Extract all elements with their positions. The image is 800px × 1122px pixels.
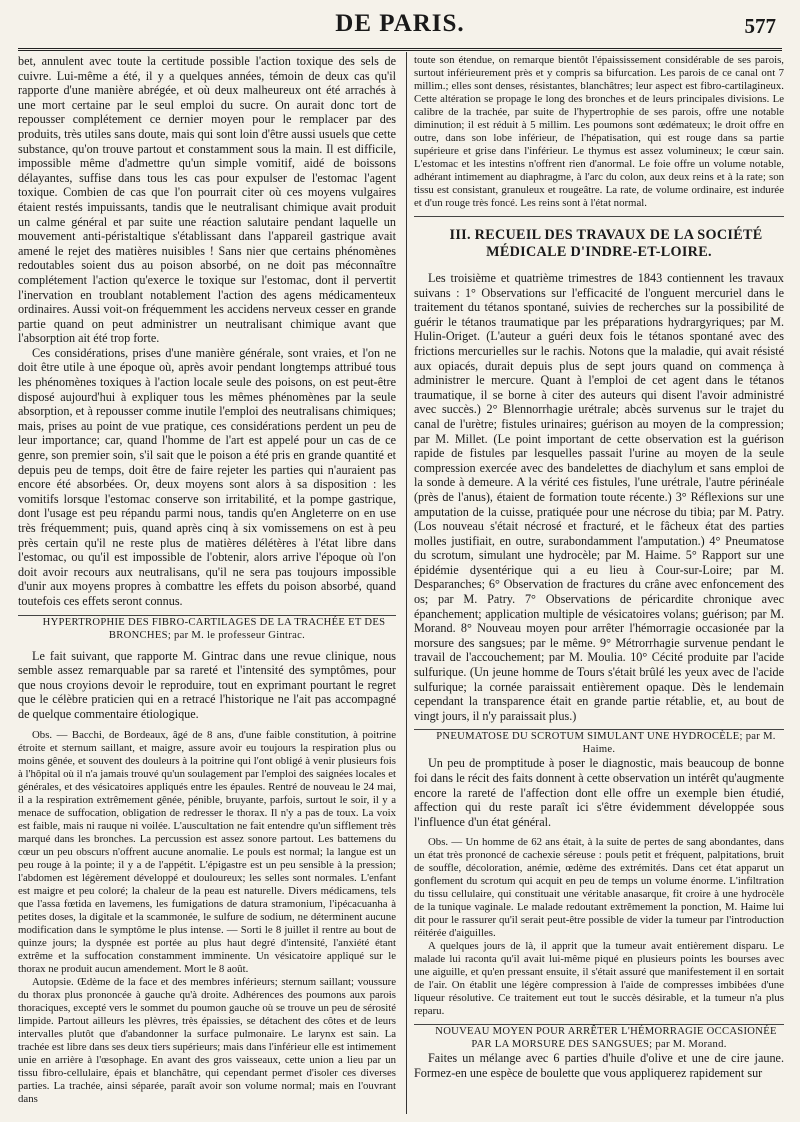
left-column: [18, 54, 396, 1114]
left-paragraph-3: Le fait suivant, que rapporte M. Gintrac dans une revue clinique, nous semble assez remarquable par sa rareté et l'intensité des symptômes, pour que nous croyions devoir le reproduire, tout en exprimant pourtant le regret que le célèbre praticien qui en a retracé l'historique ne l'ait pas accompagné de quelque commentaire étiologique.: [18, 648, 396, 721]
header-rule: [18, 48, 782, 51]
right-paragraph-1: toute son étendue, on remarque bientôt l'épaississement considérable de ses parois, surtout inférieurement près et y compris sa bifurcation. Les parois de ce canal ont 7 millim.; elles sont denses, résistantes, blanchâtres; leur aspect est fibro-cartilagineux. Cette altération se propage le long des bronches et de leurs principales divisions. Le calibre de la trachée, par suite de l'hypertrophie de ses parois, offre une notable diminution; il est réduit à 5 millim. Les poumons sont œdémateux; le droit offre en outre, dans son lobe inférieur, de l'hépatisation, qui est rouge dans sa partie supérieure et grise dans l'inférieur. Le thymus est assez volumineux; le cœur sain. L'estomac et les intestins n'offrent rien d'anormal. Le foie offre un volume notable, adhérant intimement au diaphragme, à l'arc du colon, aux deux reins et à la rate; son tissu est consistant, granuleux et rougeâtre. La rate, de volume ordinaire, est indurée et d'un rouge très foncé. Les reins sont à l'état normal.: [414, 54, 784, 209]
right-paragraph-3: Un peu de promptitude à poser le diagnostic, mais beaucoup de bonne foi dans le récit des faits donnent à cette observation un intérêt qu'augmente encore la rareté de l'affection dont elle offre un exemple bien étudié, affection qui du reste paraît ici s'être évidemment développée sous l'influence d'un état général.: [414, 756, 784, 829]
left-observation: Obs. — Bacchi, de Bordeaux, âgé de 8 ans, d'une faible constitution, à poitrine étroite et sternum saillant, et maigre, assure avoir eu toujours la respiration plus ou moins gênée, et souvent des douleurs à la poitrine qui l'ont obligé à venir plusieurs fois à l'hôpital où il n'a jamais trouvé qu'un soulagement par l'emploi des saignées locales et générales, et des vésicatoires appliqués entre les épaules. Rentré de nouveau le 24 mai, il a la respiration extrêmement gênée, pénible, bruyante, parfois, surtout le soir, il y a menace de suffocation, obligation de redresser le thorax. Il n'y a pas de toux. La voix est faible, mais ni rauque ni voilée. L'auscultation ne fait entendre qu'un sifflement très marqué dans les bronches. La percussion est assez sonore partout. Les battemens du cœur un peu obscurs n'offrent aucune anomalie. Le pouls est normal; la langue est un peu rouge à la pointe; il y a de l'appétit. L'épigastre est un peu sensible à la pression; l'abdomen est légèrement développé et douloureux; les selles sont normales. L'enfant est maigre et peu coloré; la chaleur de la peau est naturelle. Divers médicamens, tels que l'assa fœtida en lavemens, les fumigations de datura stramonium, l'ipécacuanha à petites doses, la digitale et la scammonée, le sulfure de sodium, ne déterminent aucune modification dans le symptôme le plus intense. — Sorti le 8 juillet il rentre au bout de quinze jours; la dyspnée est portée au plus haut degré d'intensité, l'anxiété étant extrême et la suffocation constamment imminente. Un vésicatoire appliqué sur le thorax ne produit aucun amendement. Mort le 8 août.: [18, 728, 396, 975]
right-paragraph-5: A quelques jours de là, il apprit que la tumeur avait entièrement disparu. Le malade lui raconta qu'il avait lui-même piqué en plusieurs points les bourses avec une aiguille, et qu'en pressant ensuite, il s'était assuré que manifestement il en sortait de l'air. On établit une légère compression à l'aide de compresses imbibées d'une liqueur résolutive. Ce traitement eut tout le succès désirable, et la tumeur n'a plus reparu.: [414, 940, 784, 1018]
right-column: [414, 54, 784, 1114]
section-heading-pneumatose: PNEUMATOSE DU SCROTUM SIMULANT UNE HYDROCÈLE; par M. Haime.: [436, 731, 776, 756]
section-heading-hypertrophie: HYPERTROPHIE DES FIBRO-CARTILAGES DE LA TRACHÉE ET DES BRONCHES; par M. le professeur Gintrac.: [42, 616, 386, 641]
left-paragraph-2: Ces considérations, prises d'une manière générale, sont vraies, et l'on ne doit être utile à une époque où, après avoir pendant longtemps attribué tous les phénomènes toxiques à l'action locale seule des poisons, on est peut-être disposé aujourd'hui à expliquer tous les mêmes phénomènes par la seule absorption, et à repousser comme inutile l'emploi des neutralisans chimiques; mais, prises au point de vue pratique, ces considérations perdent un peu de leur importance; car, quand l'homme de l'art est appelé pour un cas de ce genre, son premier soin, s'il sait que le poison a été pris en grande quantité et depuis peu de temps, doit être de faire rejeter les parties qui n'auraient pas encore été absorbées. Or, deux moyens sont alors à sa disposition : les vomitifs lorsque l'estomac conserve son irritabilité, et la pompe gastrique, dont l'usage est peu répandu parmi nous, tandis qu'en Angleterre on en use très fréquemment; puis, quand après cinq à six vomissemens on est à peu près certain qu'il ne reste plus de matières délétères à l'état libre dans l'estomac, ou qu'il est impossible de l'obtenir, alors arrive l'époque où l'on doit avoir recours aux neutralisans, qu'il ne sera pas toujours impossible d'unir aux moyens propres à combattre les effets du poison absorbé, quand toutefois ces effets seront connus.: [18, 345, 396, 608]
page-header: [0, 8, 800, 42]
section-rule: [414, 216, 784, 217]
section-heading-nouveau-moyen: NOUVEAU MOYEN POUR ARRÊTER L'HÉMORRAGIE OCCASIONÉE PAR LA MORSURE DES SANGSUES; par M. Morand.: [435, 1026, 777, 1051]
column-divider: [406, 52, 407, 1114]
right-paragraph-2: Les troisième et quatrième trimestres de 1843 contiennent les travaux suivans : 1° Observations sur l'efficacité de l'onguent mercuriel dans le traitement du tétanos spontané, suivies de recherches sur la possibilité de guérir le tétanos traumatique par les préparations hydrargyriques; par M. Hulin-Origet. (L'auteur a guéri deux fois le tétanos spontané avec des frictions mercurielles sur le rachis. Notons que la maladie, qui avait résisté aux opiacés, durait depuis plus de sept jours quand on commença à administrer le mercure. Quant à l'emploi de cet agent dans le tétanos traumatique, il se borne à citer des auteurs qui disent l'avoir administré avec succès.) 2° Blennorrhagie urétrale; abcès survenus sur le trajet du canal de l'urètre; fistules urinaires; guérison au moyen de la compression; par M. Millet. (Le point important de cette observation est la guérison rapide de fistules par lesquelles passait l'urine au moyen de la seule compression exercée avec des bandelettes de diachylum et sans emploi de la sonde à demeure. A la vérité ces fistules, l'une urétrale, l'autre périnéale (près de l'anus), étaient de formation toute récente.) 3° Réflexions sur une amputation de la cuisse, pratiquée pour une nécrose du tibia; par M. Patry. (Los nouveau s'était nécrosé et fracturé, et le fâcheux état des parties molles justifiait, en outre, surabondamment l'amputation.) 4° Pneumatose du scrotum, simulant une hydrocèle; par M. Haime. 5° Rapport sur une épidémie dysentérique qui a eu lieu à Cour-sur-Loire; par M. Desparanches; 6° Observation de fractures du crâne avec enfoncement des os; par M. Patry. 7° Observations de péricardite chronique avec épanchement; application multiple de vésicatoires volans; guérison; par M. Morand. 8° Nouveau moyen pour arrêter l'hémorragie occasionée par la morsure des sangsues; par le même. 9° Métrorrhagie survenue pendant le travail de l'accouchement; par M. Moulia. 10° Cécité produite par l'acide sulfurique. (Un jeune homme de Tours s'était brûlé les yeux avec de l'acide sulfurique; la cornée paraissait entièrement opaque. Dès le lendemain cependant la transparence était en grande partie rétablie, et, au bout de vingt jours, il n'y paraissait plus.): [414, 271, 784, 723]
left-paragraph-1: bet, annulent avec toute la certitude possible l'action toxique des sels de cuivre. Lui-même a été, il y a quelques années, témoin de deux cas qu'il rapporte d'une manière abrégée, et où deux malheureux ont été arrachés à une mort certaine par le seul emploi du sucre. On aurait donc tort de repousser complétement ce dernier moyen pour le remplacer par des produits, très utiles sans doute, mais qui sont loin d'être aussi usuels que cette substance, qu'on trouve partout et constamment sous la main. Il est difficile, impossible même d'admettre qu'un simple vomitif, aidé de boissons délayantes, suffise dans tous les cas pour expulser de l'estomac l'agent toxique. Combien de cas que l'on pourrait citer où ces moyens vulgaires étaient restés impuissants, tandis que le neutralisant chimique avait produit un calme général et par suite une réaction salutaire pendant laquelle un mouvement anti-péristaltique s'établissant dans l'appareil gastrique avait amené le rejet des matières nuisibles ! Sans nier que certains phénomènes redoutables soient dus au poison absorbé, on ne doit pas méconnaître complétement l'action qu'exerce le toxique sur l'estomac, dont il pervertit l'inervation en troublant notablement l'action des agens médicamenteux ordinaires. Aussi voit-on fréquemment les accidens nerveux cesser en grande partie quand on peut administrer un neutralisant chimique avant que l'absorption ait été trop forte.: [18, 54, 396, 346]
right-paragraph-6: Faites un mélange avec 6 parties d'huile d'olive et une de cire jaune. Formez-en une espèce de boulette que vous appliquerez rapidement sur: [414, 1051, 784, 1080]
left-autopsie: Autopsie. Œdème de la face et des membres inférieurs; sternum saillant; voussure du thorax plus prononcée à gauche qu'à droite. Adhérences des poumons aux parois thoraciques, excepté vers le sommet du poumon gauche où se trouve un peu de sérosité limpide. Partout ailleurs les plèvres, très épaissies, se détachent des côtes et de leurs intervalles plutôt que d'abandonner la surface pulmonaire. Le larynx est sain. La trachée est libre dans ses deux tiers supérieurs; mais dans l'inférieur elle est intimement unie en arrière à l'œsophage. En avant des gros vaisseaux, cette union a lieu par un tissu fibro-cellulaire, épais et blanchâtre, qui cependant permet d'isoler ces diverses parties. La trachée, ainsi séparée, paraît avoir son volume normal; mais en l'ouvrant dans: [18, 975, 396, 1105]
page-number: 577: [744, 14, 776, 38]
section-heading-recueil: III. RECUEIL DES TRAVAUX DE LA SOCIÉTÉ MÉDICALE D'INDRE-ET-LOIRE.: [449, 227, 763, 260]
right-observation: Obs. — Un homme de 62 ans était, à la suite de pertes de sang abondantes, dans un état très prononcé de cachexie séreuse : pouls petit et fréquent, palpitations, bruit de souffle, décoloration, anémie, œdème des extrémités. Dans cet état apparut un gonflement du scrotum qui acquit en peu de temps un volume énorme. L'infiltration du tissu cellulaire, qui constituait une véritable anasarque, fit croire à une hydrocèle de la tunique vaginale. Le malade redoutant extrêmement la ponction, M. Haime lui dit pour le rassurer qu'il serait peut-être possible de vider la tumeur par l'introduction réitérée d'aiguilles.: [414, 836, 784, 940]
running-title: DE PARIS.: [335, 10, 465, 37]
